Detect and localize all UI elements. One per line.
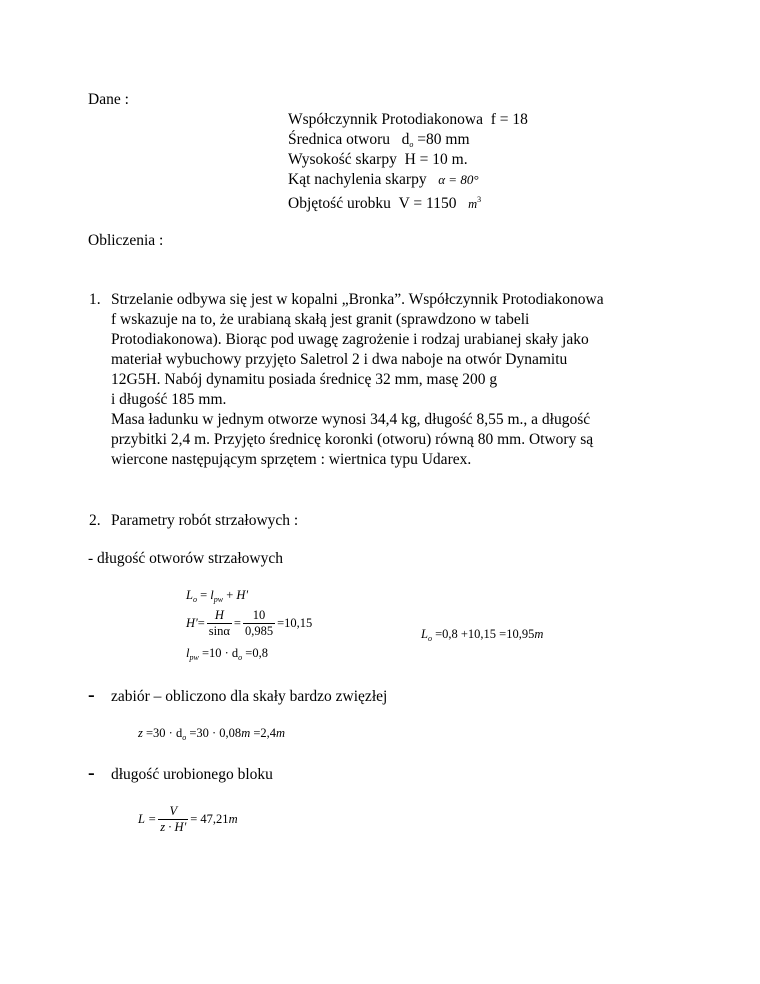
section-block-title: długość urobionego bloku — [111, 766, 273, 783]
item2-text: Parametry robót strzałowych : — [111, 512, 299, 529]
item1-line: Protodiakonowa). Biorąc pod uwagę zagrożenie i rodzaj urabianej skały jako — [111, 331, 589, 348]
item1-line: przybitki 2,4 m. Przyjęto średnicę koronki (otworu) równą 80 mm. Otwory są — [111, 431, 594, 448]
item1-line: materiał wybuchowy przyjęto Saletrol 2 i dwa naboje na otwór Dynamitu — [111, 351, 568, 368]
given-line-angle: Kąt nachylenia skarpy α = 80° — [288, 171, 479, 188]
fraction-v-zh: $\frac{V}{z \cdot H'}$ — [160, 804, 187, 834]
fraction-10-0985: $\frac{10}{0,985}$ — [244, 608, 274, 638]
bullet-dash: - — [88, 684, 95, 706]
given-line-height: Wysokość skarpy H = 10 m. — [288, 151, 468, 168]
item1-line: f wskazuje na to, że urabianą skałą jest granit (sprawdzono w tabeli — [111, 311, 530, 328]
given-line-protodiakonov: Współczynnik Protodiakonowa f = 18 — [288, 111, 528, 128]
section-burden-title: zabiór – obliczono dla skały bardzo zwięzłej — [111, 688, 388, 705]
item1-line: Masa ładunku w jednym otworze wynosi 34,4 kg, długość 8,55 m., a długość — [111, 411, 591, 428]
equation-block-length: L = $\frac{V}{z \cdot H'}$ = 47,21m — [138, 804, 238, 834]
section-length-title: - długość otworów strzałowych — [88, 550, 283, 567]
fraction-h-sin: $\frac{H}{\sin\alpha}$ — [208, 608, 230, 638]
item2-number: 2. — [89, 512, 101, 529]
bullet-dash: - — [88, 762, 95, 784]
item1-number: 1. — [89, 291, 101, 308]
given-heading: Dane : — [88, 91, 129, 108]
equation-lo: $L_o = l_{pw} + H'$ — [186, 588, 249, 604]
equation-lo-result: $L_o =0,8 +10,15 =10,95m$ — [421, 627, 544, 643]
given-line-volume: Objętość urobku V = 1150 $m^3$ — [288, 195, 482, 212]
item1-line: wiercone następującym sprzętem : wiertnica typu Udarex. — [111, 451, 472, 468]
equation-burden: $z =30 \cdot d_o =30 \cdot 0,08m =2,4m$ — [138, 726, 286, 742]
equation-lpw: $l_{pw} =10 \cdot d_o =0,8$ — [186, 646, 268, 662]
item1-line: Strzelanie odbywa się jest w kopalni „Bronka”. Współczynnik Protodiakonowa — [111, 291, 604, 308]
item1-line: i długość 185 mm. — [111, 391, 227, 408]
calc-heading: Obliczenia : — [88, 232, 164, 249]
equation-h-prime: H'= $\frac{H}{\sin\alpha}$ = $\frac{10}{0,985}$ =10,15 — [186, 608, 313, 638]
item1-paragraph — [111, 290, 681, 470]
item1-line: 12G5H. Nabój dynamitu posiada średnicę 32 mm, masę 200 g — [111, 371, 498, 388]
given-line-diameter: Średnica otworu $d_o =80$ mm — [288, 131, 470, 149]
